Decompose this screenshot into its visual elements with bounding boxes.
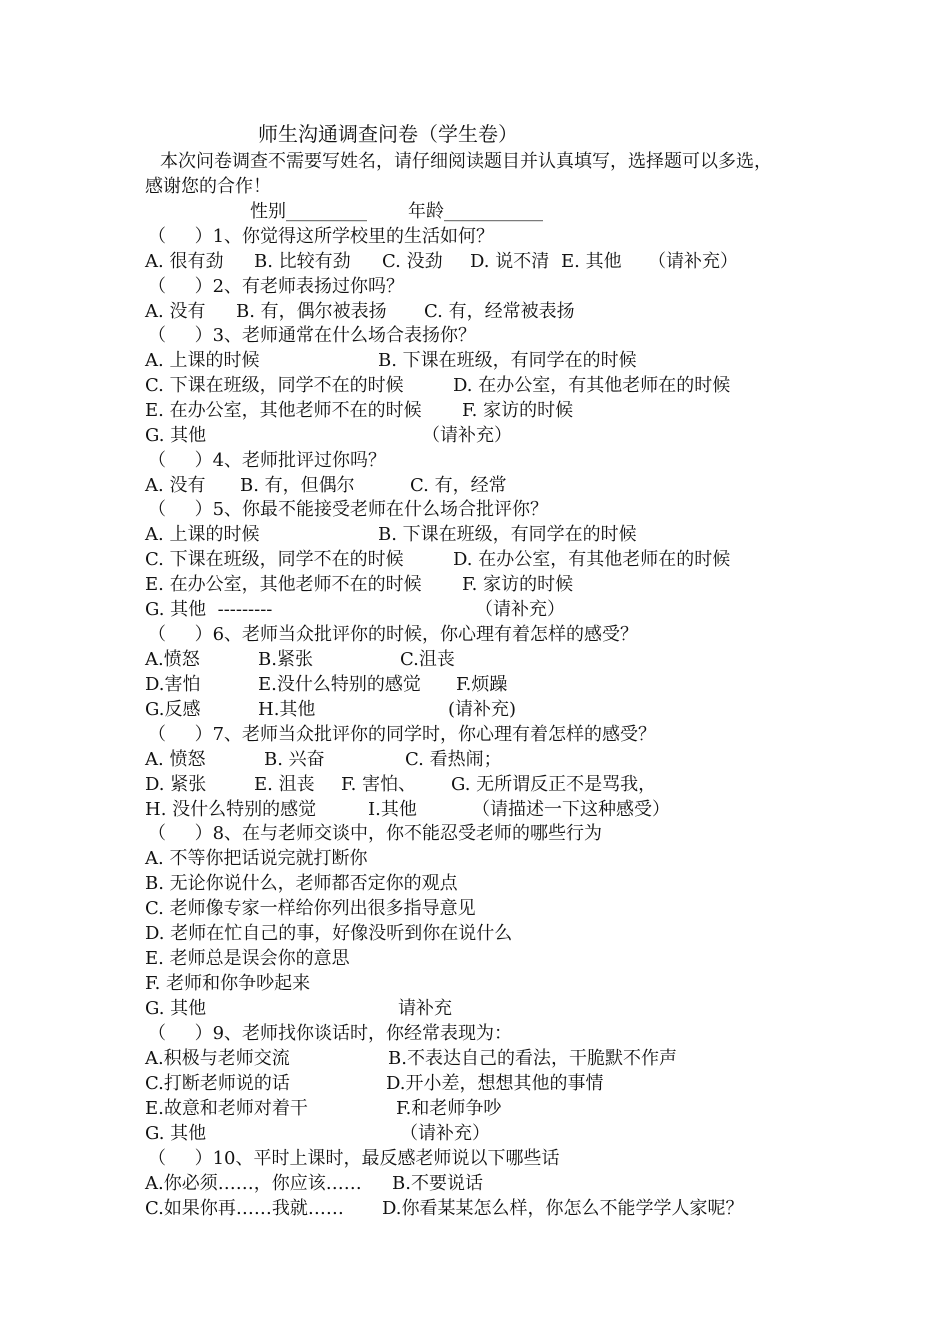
question-option: C. 下课在班级，同学不在的时候	[145, 375, 404, 396]
question-option: H.其他	[258, 699, 316, 720]
question-option: D.害怕	[145, 674, 201, 695]
question-option: B.不表达自己的看法，干脆默不作声	[388, 1048, 677, 1069]
question-option: （请补充）	[475, 599, 565, 620]
question-option: C. 没劲	[382, 251, 443, 272]
question-option: D. 紧张	[145, 774, 207, 795]
question-option: B. 比较有劲	[254, 251, 351, 272]
question-option: A. 上课的时候	[145, 524, 260, 545]
question-option: G.反感	[145, 699, 201, 720]
question-option: G. 其他	[145, 998, 207, 1019]
intro-line-1: 本次问卷调查不需要写姓名，请仔细阅读题目并认真填写，选择题可以多选，	[160, 151, 772, 172]
question-option: E. 老师总是误会你的意思	[145, 948, 350, 969]
question-option: D.你看某某怎么样，你怎么不能学学人家呢？	[382, 1198, 744, 1219]
gender-field: 性别_________	[250, 201, 367, 222]
question-option: A.积极与老师交流	[145, 1048, 290, 1069]
question-option: （请描述一下这种感受）	[472, 799, 670, 820]
question-7-stem: （ ）7、老师当众批评你的同学时，你心理有着怎样的感受？	[148, 724, 657, 745]
question-9-stem: （ ）9、老师找你谈话时，你经常表现为：	[148, 1023, 513, 1044]
question-option: B. 有，偶尔被表扬	[236, 301, 387, 322]
question-option: G. 无所谓反正不是骂我，	[451, 774, 657, 795]
question-option: D. 老师在忙自己的事，好像没听到你在说什么	[145, 923, 513, 944]
document-title: 师生沟通调查问卷（学生卷）	[258, 122, 518, 146]
question-option: H. 没什么特别的感觉	[145, 799, 317, 820]
question-10-stem: （ ）10、平时上课时，最反感老师说以下哪些话	[148, 1148, 560, 1169]
question-option: F. 家访的时候	[462, 400, 574, 421]
question-option: A. 上课的时候	[145, 350, 260, 371]
question-option: A. 没有	[145, 301, 206, 322]
question-option: C.沮丧	[400, 649, 455, 670]
question-option: E.没什么特别的感觉	[258, 674, 421, 695]
question-option: （请补充）	[422, 425, 512, 446]
question-option: C.打断老师说的话	[145, 1073, 290, 1094]
question-option: B.紧张	[258, 649, 313, 670]
question-1-stem: （ ）1、你觉得这所学校里的生活如何？	[148, 226, 495, 247]
question-2-stem: （ ）2、有老师表扬过你吗？	[148, 276, 405, 297]
question-option: B. 无论你说什么，老师都否定你的观点	[145, 873, 458, 894]
question-option: 请补充	[398, 998, 452, 1019]
question-option: B. 兴奋	[264, 749, 325, 770]
question-option: E. 其他	[561, 251, 622, 272]
question-option: G. 其他	[145, 1123, 207, 1144]
question-option: F. 家访的时候	[462, 574, 574, 595]
question-option: D. 在办公室，有其他老师在的时候	[453, 375, 731, 396]
question-option: A. 没有	[145, 475, 206, 496]
question-option: E. 在办公室，其他老师不在的时候	[145, 400, 422, 421]
question-option: C. 有，经常被表扬	[424, 301, 575, 322]
question-5-stem: （ ）5、你最不能接受老师在什么场合批评你？	[148, 499, 549, 520]
question-option: F.和老师争吵	[396, 1098, 502, 1119]
question-option: G. 其他 ---------	[145, 599, 273, 620]
question-option: D. 在办公室，有其他老师在的时候	[453, 549, 731, 570]
question-option: (请补充)	[448, 699, 517, 720]
question-option: F. 老师和你争吵起来	[145, 973, 311, 994]
question-3-stem: （ ）3、老师通常在什么场合表扬你？	[148, 325, 477, 346]
question-option: B. 下课在班级，有同学在的时候	[378, 350, 637, 371]
question-option: A.愤怒	[145, 649, 200, 670]
question-option: A. 很有劲	[145, 251, 224, 272]
question-6-stem: （ ）6、老师当众批评你的时候，你心理有着怎样的感受？	[148, 624, 639, 645]
question-4-stem: （ ）4、老师批评过你吗？	[148, 450, 387, 471]
question-option: B. 有，但偶尔	[240, 475, 355, 496]
question-option: A. 不等你把话说完就打断你	[145, 848, 368, 869]
age-field: 年龄___________	[408, 201, 543, 222]
question-option: I.其他	[368, 799, 417, 820]
question-option: E.故意和老师对着干	[145, 1098, 308, 1119]
question-option: C. 有，经常	[410, 475, 507, 496]
question-option: F. 害怕、	[341, 774, 417, 795]
question-option: A. 愤怒	[145, 749, 206, 770]
question-8-stem: （ ）8、在与老师交谈中，你不能忍受老师的哪些行为	[148, 823, 603, 844]
question-option: A.你必须……，你应该……	[145, 1173, 362, 1194]
question-option: E. 在办公室，其他老师不在的时候	[145, 574, 422, 595]
question-option: F.烦躁	[456, 674, 508, 695]
question-option: （请补充）	[400, 1123, 490, 1144]
question-option: （请补充）	[648, 251, 738, 272]
intro-line-2: 感谢您的合作！	[145, 176, 271, 197]
question-option: D.开小差，想想其他的事情	[386, 1073, 604, 1094]
question-option: C. 看热闹；	[405, 749, 502, 770]
question-option: E. 沮丧	[254, 774, 315, 795]
question-option: B.不要说话	[392, 1173, 483, 1194]
question-option: C. 下课在班级，同学不在的时候	[145, 549, 404, 570]
question-option: D. 说不清	[470, 251, 550, 272]
question-option: C. 老师像专家一样给你列出很多指导意见	[145, 898, 476, 919]
question-option: B. 下课在班级，有同学在的时候	[378, 524, 637, 545]
question-option: C.如果你再……我就……	[145, 1198, 344, 1219]
question-option: G. 其他	[145, 425, 207, 446]
